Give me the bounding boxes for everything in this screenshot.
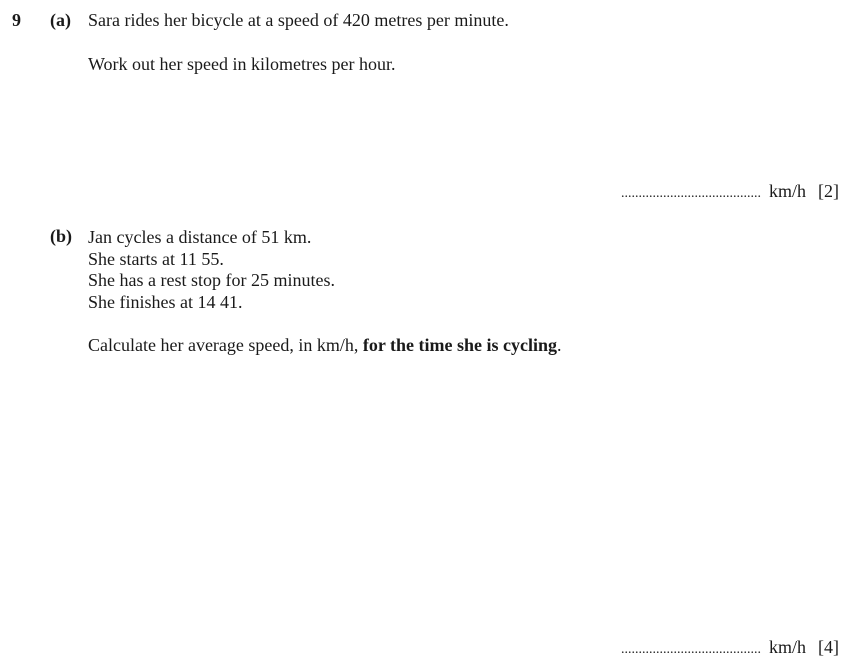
part-b-instruction xyxy=(88,334,562,356)
question-number: 9 xyxy=(12,10,21,30)
marks-label: [4] xyxy=(818,637,839,657)
part-a-label: (a) xyxy=(50,10,71,30)
part-a-question: Work out her speed in kilometres per hour. xyxy=(88,54,396,74)
answer-dots[interactable]: ........................................ xyxy=(620,642,761,657)
instruction-end: . xyxy=(557,335,562,355)
answer-unit: km/h xyxy=(768,637,806,657)
answer-unit: km/h xyxy=(768,181,806,201)
part-b-line-1: Jan cycles a distance of 51 km. xyxy=(88,227,312,247)
part-b-line-3: She has a rest stop for 25 minutes. xyxy=(88,270,335,290)
part-b-label: (b) xyxy=(50,226,72,246)
marks-label: [2] xyxy=(818,181,839,201)
instruction-text: Calculate her average speed, in km/h, xyxy=(88,335,363,355)
part-b-answer-line[interactable] xyxy=(621,637,839,658)
part-a-answer-line[interactable] xyxy=(621,181,839,202)
part-b-line-2: She starts at 11 55. xyxy=(88,249,224,269)
part-b-line-4: She finishes at 14 41. xyxy=(88,292,243,312)
instruction-emphasis: for the time she is cycling xyxy=(362,335,558,355)
part-a-statement: Sara rides her bicycle at a speed of 420 metres per minute. xyxy=(88,10,509,30)
answer-dots[interactable]: ........................................ xyxy=(620,186,761,201)
